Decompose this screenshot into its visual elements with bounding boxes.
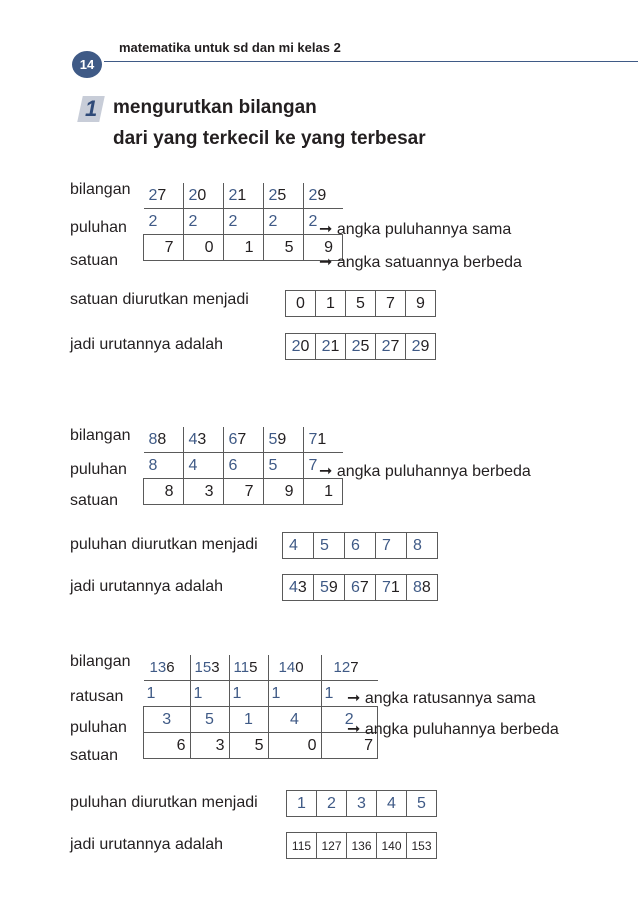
- number-cell: 20: [183, 183, 223, 209]
- label-bilangan-1: bilangan: [70, 181, 131, 198]
- result-table-2: [282, 574, 438, 601]
- label-satuan-diurutkan: satuan diurutkan menjadi: [70, 291, 249, 308]
- result-cell: 140: [377, 833, 407, 859]
- section-title-line2: dari yang terkecil ke yang terbesar: [113, 128, 426, 149]
- row-bilangan: [144, 183, 343, 209]
- tens-cell: 2: [223, 209, 263, 235]
- result-cell: 153: [407, 833, 437, 859]
- result-cell: 127: [317, 833, 347, 859]
- result-cell: 71: [376, 575, 407, 601]
- result-cell: 59: [314, 575, 345, 601]
- row-puluhan: [144, 707, 378, 733]
- sorted-key-cell: 1: [287, 791, 317, 817]
- row-satuan: [144, 235, 343, 261]
- label-bilangan-2: bilangan: [70, 427, 131, 444]
- tens-cell: 6: [223, 453, 263, 479]
- label-satuan-3: satuan: [70, 747, 119, 764]
- section-number: 1: [77, 96, 105, 122]
- note-puluhan-berbeda-3: ➞ angka puluhannya berbeda: [347, 721, 559, 738]
- ones-cell: 0: [268, 733, 321, 759]
- row-puluhan: [144, 453, 343, 479]
- result-cell: 115: [287, 833, 317, 859]
- sorted-key-cell: 1: [316, 291, 346, 317]
- label-puluhan-diurutkan-2: puluhan diurutkan menjadi: [70, 536, 258, 553]
- ones-cell: 1: [223, 235, 263, 261]
- sorted-key-cell: 4: [377, 791, 407, 817]
- tens-cell: 1: [229, 707, 268, 733]
- place-value-table-1: [143, 183, 343, 261]
- tens-cell: 4: [183, 453, 223, 479]
- note-ratusan-sama-3: ➞ angka ratusannya sama: [347, 690, 536, 707]
- tens-cell: 5: [263, 453, 303, 479]
- number-cell: 59: [263, 427, 303, 453]
- arrow-icon: ➞: [347, 721, 361, 738]
- label-jadi-urutan-1: jadi urutannya adalah: [70, 336, 224, 353]
- ones-cell: 1: [303, 479, 343, 505]
- tens-cell: 7: [303, 453, 343, 479]
- result-cell: 67: [345, 575, 376, 601]
- place-value-table-2: [143, 427, 343, 505]
- ones-cell: 3: [190, 733, 229, 759]
- row-bilangan: [144, 427, 343, 453]
- number-cell: 71: [303, 427, 343, 453]
- row-bilangan: [144, 655, 378, 681]
- number-cell: 25: [263, 183, 303, 209]
- ones-cell: 6: [144, 733, 191, 759]
- number-cell: 29: [303, 183, 343, 209]
- sorted-key-cell: 8: [407, 533, 438, 559]
- result-cell: 20: [286, 334, 316, 360]
- sorted-key-cell: 5: [407, 791, 437, 817]
- result-table-1: [285, 333, 436, 360]
- ones-cell: 7: [321, 733, 378, 759]
- sorted-key-cell: 7: [376, 291, 406, 317]
- tens-cell: 2: [263, 209, 303, 235]
- sorted-key-cell: 0: [286, 291, 316, 317]
- page-number-badge: [72, 51, 102, 78]
- number-cell: 67: [223, 427, 263, 453]
- sorted-tens-table-3: [286, 790, 437, 817]
- label-puluhan-2: puluhan: [70, 461, 127, 478]
- number-cell: 21: [223, 183, 263, 209]
- hundreds-cell: 1: [321, 681, 378, 707]
- number-cell: 88: [144, 427, 184, 453]
- sorted-key-cell: 6: [345, 533, 376, 559]
- running-title: matematika untuk sd dan mi kelas 2: [119, 40, 341, 55]
- label-satuan-2: satuan: [70, 492, 119, 509]
- arrow-icon: ➞: [319, 221, 333, 238]
- row-satuan: [144, 479, 343, 505]
- arrow-icon: ➞: [319, 463, 333, 480]
- ones-cell: 7: [144, 235, 184, 261]
- arrow-icon: ➞: [319, 254, 333, 271]
- result-cell: 25: [346, 334, 376, 360]
- sorted-key-cell: 3: [347, 791, 377, 817]
- label-jadi-urutan-2: jadi urutannya adalah: [70, 578, 224, 595]
- tens-cell: 2: [321, 707, 378, 733]
- tens-cell: 5: [190, 707, 229, 733]
- arrow-icon: ➞: [347, 690, 361, 707]
- page-number: 14: [79, 57, 95, 72]
- hundreds-cell: 1: [190, 681, 229, 707]
- label-ratusan-3: ratusan: [70, 688, 124, 705]
- sorted-key-cell: 2: [317, 791, 347, 817]
- tens-cell: 2: [183, 209, 223, 235]
- label-puluhan-3: puluhan: [70, 719, 127, 736]
- row-puluhan: [144, 209, 343, 235]
- result-cell: 88: [407, 575, 438, 601]
- hundreds-cell: 1: [229, 681, 268, 707]
- label-bilangan-3: bilangan: [70, 653, 131, 670]
- label-puluhan-diurutkan-3: puluhan diurutkan menjadi: [70, 794, 258, 811]
- sorted-key-cell: 4: [283, 533, 314, 559]
- result-cell: 21: [316, 334, 346, 360]
- sorted-ones-table-1: [285, 290, 436, 317]
- result-cell: 136: [347, 833, 377, 859]
- ones-cell: 9: [263, 479, 303, 505]
- result-table-3: [286, 832, 437, 859]
- row-satuan: [144, 733, 378, 759]
- tens-cell: 2: [303, 209, 343, 235]
- sorted-key-cell: 9: [406, 291, 436, 317]
- note-puluhan-sama-1: ➞ angka puluhannya sama: [319, 221, 512, 238]
- label-jadi-urutan-3: jadi urutannya adalah: [70, 836, 224, 853]
- ones-cell: 8: [144, 479, 184, 505]
- header-rule: [104, 61, 638, 62]
- label-satuan-1: satuan: [70, 252, 119, 269]
- tens-cell: 8: [144, 453, 184, 479]
- ones-cell: 3: [183, 479, 223, 505]
- note-puluhan-berbeda-2: ➞ angka puluhannya berbeda: [319, 463, 531, 480]
- number-cell: 115: [229, 655, 268, 681]
- hundreds-cell: 1: [144, 681, 191, 707]
- sorted-tens-table-2: [282, 532, 438, 559]
- number-cell: 140: [268, 655, 321, 681]
- tens-cell: 2: [144, 209, 184, 235]
- sorted-key-cell: 5: [346, 291, 376, 317]
- tens-cell: 4: [268, 707, 321, 733]
- ones-cell: 5: [229, 733, 268, 759]
- number-cell: 43: [183, 427, 223, 453]
- place-value-table-3: [143, 655, 378, 759]
- number-cell: 153: [190, 655, 229, 681]
- ones-cell: 0: [183, 235, 223, 261]
- number-cell: 127: [321, 655, 378, 681]
- result-cell: 43: [283, 575, 314, 601]
- row-ratusan: [144, 681, 378, 707]
- note-satuan-berbeda-1: ➞ angka satuannya berbeda: [319, 254, 522, 271]
- hundreds-cell: 1: [268, 681, 321, 707]
- number-cell: 27: [144, 183, 184, 209]
- number-cell: 136: [144, 655, 191, 681]
- ones-cell: 5: [263, 235, 303, 261]
- sorted-key-cell: 7: [376, 533, 407, 559]
- sorted-key-cell: 5: [314, 533, 345, 559]
- ones-cell: 9: [303, 235, 343, 261]
- result-cell: 27: [376, 334, 406, 360]
- tens-cell: 3: [144, 707, 191, 733]
- ones-cell: 7: [223, 479, 263, 505]
- label-puluhan-1: puluhan: [70, 219, 127, 236]
- result-cell: 29: [406, 334, 436, 360]
- section-title-line1: mengurutkan bilangan: [113, 97, 317, 118]
